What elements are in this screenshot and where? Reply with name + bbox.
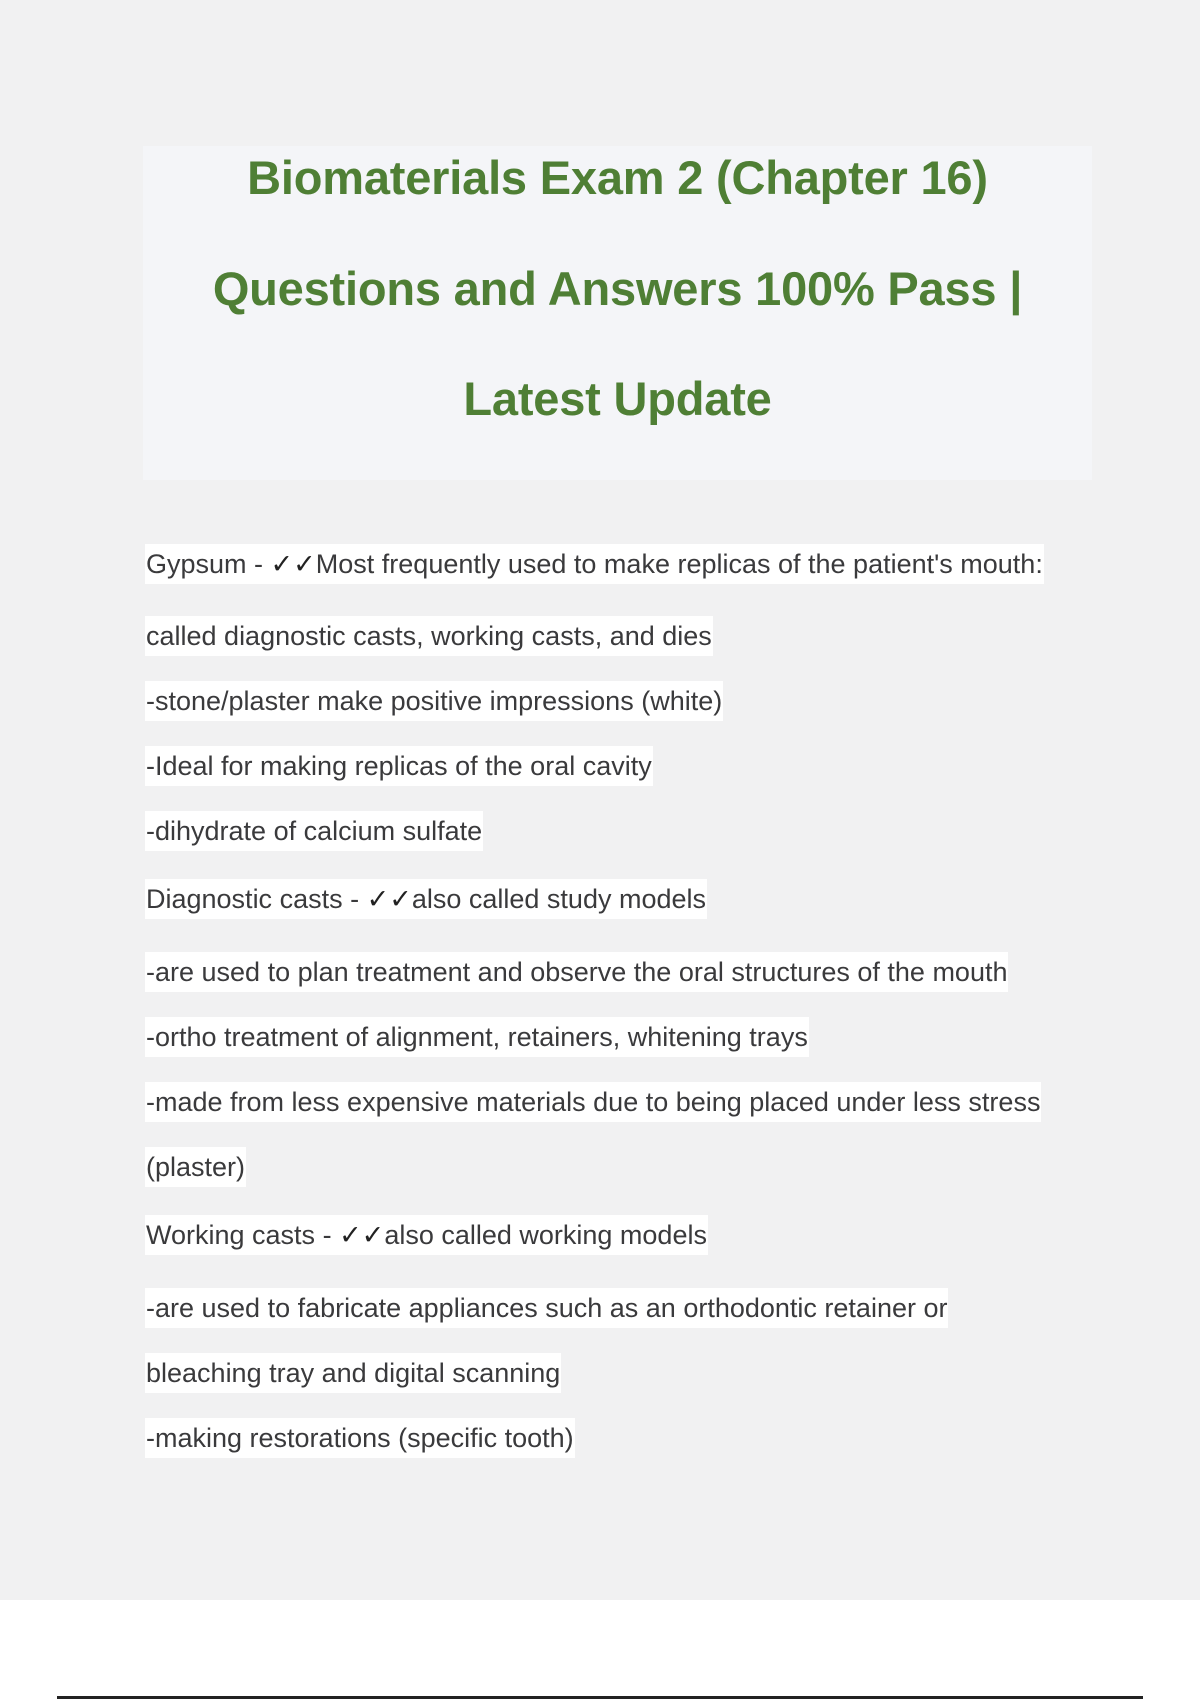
- qa-entry-gypsum: [145, 544, 1044, 584]
- answer-text: (plaster): [145, 1147, 246, 1187]
- answer-text: -are used to plan treatment and observe the oral structures of the mouth: [145, 952, 1008, 992]
- separator: -: [246, 549, 271, 579]
- answer-text: also called working models: [384, 1220, 707, 1250]
- answer-line: [145, 1017, 809, 1057]
- answer-line: [145, 1288, 948, 1328]
- question-term: Diagnostic casts: [146, 884, 343, 914]
- qa-line: [145, 1215, 708, 1255]
- answer-text: -dihydrate of calcium sulfate: [145, 811, 483, 851]
- answer-line: [145, 681, 723, 721]
- double-check-icon: ✓✓: [339, 1220, 385, 1250]
- answer-text: also called study models: [411, 884, 706, 914]
- answer-line: [145, 1147, 246, 1187]
- qa-line: [145, 879, 707, 919]
- answer-text: -stone/plaster make positive impressions (white): [145, 681, 723, 721]
- answer-text: called diagnostic casts, working casts, and dies: [145, 616, 713, 656]
- answer-text: -made from less expensive materials due to being placed under less stress: [145, 1082, 1041, 1122]
- answer-line: [145, 746, 653, 786]
- answer-text: -ortho treatment of alignment, retainers, whitening trays: [145, 1017, 809, 1057]
- qa-entry-diagnostic-casts: [145, 879, 707, 919]
- title-block: [143, 146, 1092, 480]
- answer-text: -are used to fabricate appliances such as an orthodontic retainer or: [145, 1288, 948, 1328]
- answer-line: [145, 1082, 1041, 1122]
- answer-line: [145, 811, 483, 851]
- answer-line: [145, 1353, 561, 1393]
- page-title-line-3: Latest Update: [463, 372, 772, 425]
- qa-entry-working-casts: [145, 1215, 708, 1255]
- qa-line: [145, 544, 1044, 584]
- answer-text: -making restorations (specific tooth): [145, 1418, 575, 1458]
- double-check-icon: ✓✓: [366, 884, 412, 914]
- page-title-line-2: Questions and Answers 100% Pass |: [212, 262, 1023, 315]
- page-divider: [57, 1696, 1143, 1699]
- separator: -: [315, 1220, 340, 1250]
- answer-line: [145, 952, 1008, 992]
- separator: -: [342, 884, 367, 914]
- answer-line: [145, 616, 713, 656]
- page-title-line-1: Biomaterials Exam 2 (Chapter 16): [247, 151, 988, 204]
- question-term: Working casts: [146, 1220, 316, 1250]
- answer-text: bleaching tray and digital scanning: [145, 1353, 561, 1393]
- answer-line: [145, 1418, 575, 1458]
- answer-text: Most frequently used to make replicas of the patient's mouth:: [315, 549, 1043, 579]
- question-term: Gypsum: [146, 549, 247, 579]
- double-check-icon: ✓✓: [270, 549, 316, 579]
- answer-text: -Ideal for making replicas of the oral cavity: [145, 746, 653, 786]
